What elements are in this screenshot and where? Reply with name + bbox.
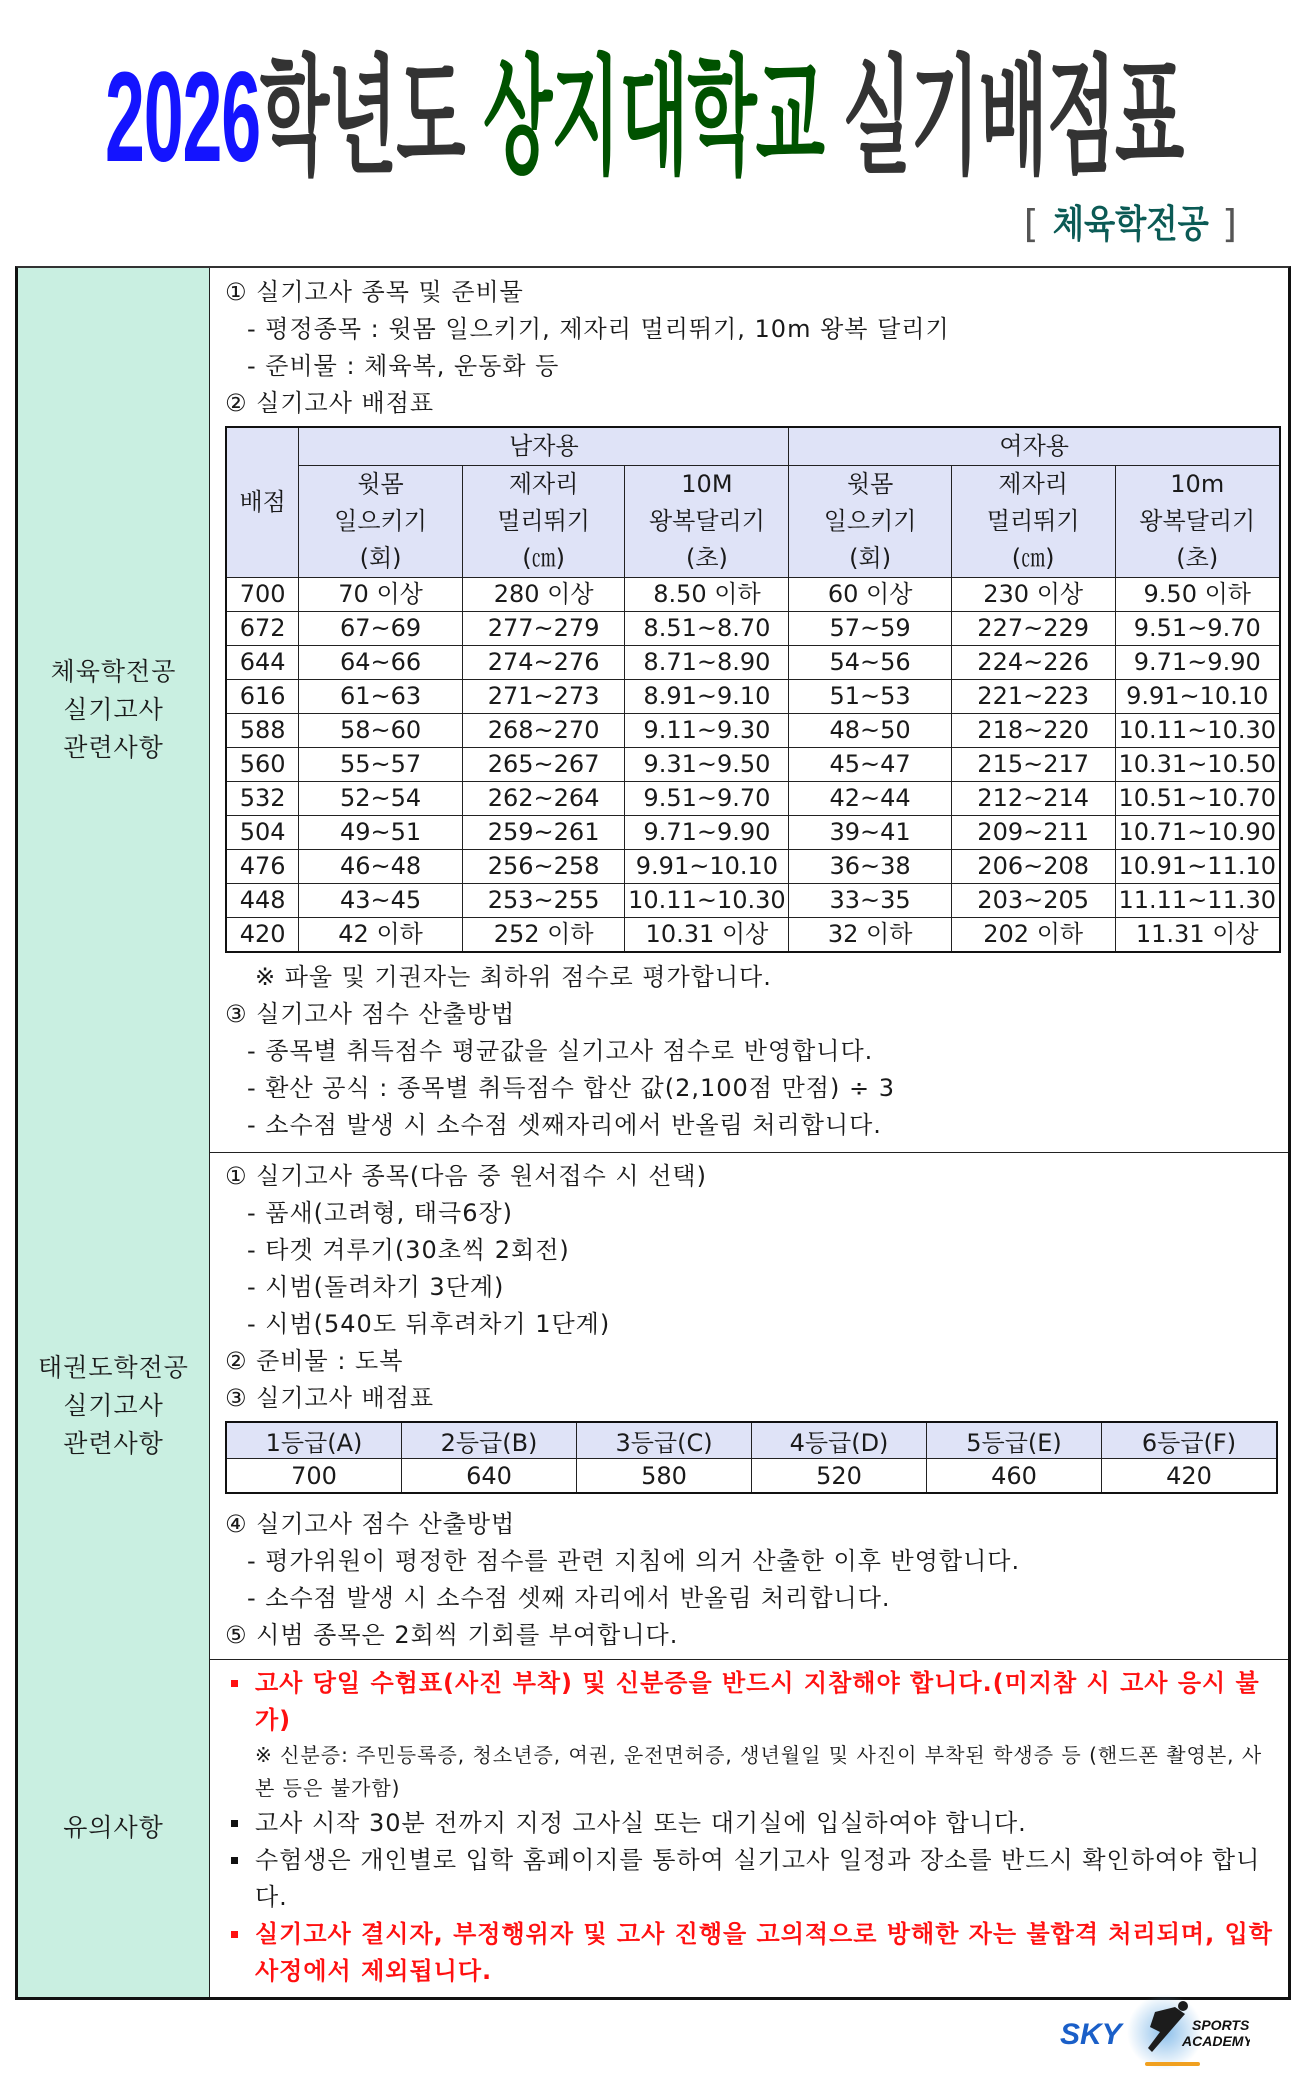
score-cell: 504 (226, 816, 299, 850)
table-row (226, 646, 1280, 680)
bullet-square-icon (231, 1680, 238, 1687)
svg-text:ACADEMY: ACADEMY (1182, 2033, 1250, 2049)
item-heading: ① 실기고사 종목 및 준비물 (225, 278, 524, 306)
criteria-cell: 32 이하 (789, 918, 951, 953)
header-line: (초) (685, 544, 728, 572)
criteria-cell: 212~214 (951, 782, 1115, 816)
criteria-cell: 70 이상 (299, 578, 462, 612)
runner-icon (1060, 1992, 1250, 2072)
subtitle-bracket-close: ] (1222, 202, 1237, 246)
criteria-cell: 230 이상 (951, 578, 1115, 612)
criteria-cell: 64~66 (299, 646, 462, 680)
criteria-cell: 271~273 (462, 680, 625, 714)
score-cell: 672 (226, 612, 299, 646)
table-row (226, 680, 1280, 714)
criteria-cell: 42~44 (789, 782, 951, 816)
criteria-cell: 8.91~9.10 (625, 680, 789, 714)
item-sub: - 시범(돌려차기 3단계) (247, 1273, 505, 1301)
item-sub: - 평가위원이 평정한 점수를 관련 지침에 의거 산출한 이후 반영합니다. (247, 1547, 1021, 1575)
header-line: 멀리뛰기 (986, 507, 1080, 535)
criteria-cell: 227~229 (951, 612, 1115, 646)
criteria-cell: 9.50 이하 (1115, 578, 1280, 612)
criteria-cell: 57~59 (789, 612, 951, 646)
header-line: 왕복달리기 (1139, 507, 1256, 535)
criteria-cell: 10.31~10.50 (1115, 748, 1280, 782)
label-line: 실기고사 (63, 695, 164, 724)
grade-score: 640 (402, 1459, 577, 1494)
grade-header: 3등급(C) (577, 1422, 752, 1459)
item-sub: - 품새(고려형, 태극6장) (247, 1199, 514, 1227)
criteria-cell: 9.71~9.90 (625, 816, 789, 850)
caution-bullet (225, 1842, 1274, 1916)
item-heading: ⑤ 시범 종목은 2회씩 기회를 부여합니다. (225, 1621, 679, 1649)
score-cell: 476 (226, 850, 299, 884)
item-heading: ② 실기고사 배점표 (225, 389, 435, 417)
criteria-cell: 10.71~10.90 (1115, 816, 1280, 850)
section-taekwondo-major (18, 1152, 1288, 1660)
label-line: 체육학전공 (50, 657, 177, 686)
criteria-cell: 49~51 (299, 816, 462, 850)
header-line: 왕복달리기 (648, 507, 765, 535)
criteria-cell: 256~258 (462, 850, 625, 884)
event-column-header (951, 466, 1115, 578)
table-row (226, 714, 1280, 748)
label-line: 관련사항 (63, 733, 164, 762)
item-sub: - 시범(540도 뒤후려차기 1단계) (247, 1310, 611, 1338)
item-sub: - 타겟 겨루기(30초씩 2회전) (247, 1236, 570, 1264)
criteria-cell: 10.11~10.30 (625, 884, 789, 918)
header-line: (㎝) (1011, 544, 1055, 572)
header-line: (회) (359, 544, 402, 572)
header-line: 일으키기 (823, 507, 917, 535)
grade-header: 6등급(F) (1102, 1422, 1278, 1459)
item-heading: ③ 실기고사 점수 산출방법 (225, 1000, 516, 1028)
label-line: 태권도학전공 (38, 1352, 189, 1382)
criteria-cell: 58~60 (299, 714, 462, 748)
criteria-cell: 45~47 (789, 748, 951, 782)
caution-text: 실기고사 결시자, 부정행위자 및 고사 진행을 고의적으로 방해한 자는 불합격 처리되며, 입학 사정에서 제외됩니다. (255, 1920, 1273, 1985)
event-column-header (625, 466, 789, 578)
header-line: (㎝) (522, 544, 565, 572)
grade-header: 4등급(D) (752, 1422, 927, 1459)
caution-text: 수험생은 개인별로 입학 홈페이지를 통하여 실기고사 일정과 장소를 반드시 확인하여야 합니다. (255, 1846, 1261, 1911)
label-line: 유의사항 (63, 1813, 164, 1842)
group-header-male: 남자용 (299, 427, 789, 466)
criteria-cell: 55~57 (299, 748, 462, 782)
criteria-cell: 67~69 (299, 612, 462, 646)
criteria-cell: 268~270 (462, 714, 625, 748)
grade-score: 520 (752, 1459, 927, 1494)
criteria-cell: 43~45 (299, 884, 462, 918)
bullet-square-icon (231, 1931, 238, 1938)
svg-text:SKY: SKY (1060, 2018, 1122, 2051)
subtitle-text: 체육학전공 (1052, 202, 1209, 246)
section-label (18, 268, 210, 1152)
grade-score: 700 (226, 1459, 402, 1494)
grade-header: 1등급(A) (226, 1422, 402, 1459)
criteria-cell: 265~267 (462, 748, 625, 782)
criteria-cell: 10.51~10.70 (1115, 782, 1280, 816)
caution-bullet (225, 1665, 1274, 1739)
page-subtitle (1024, 193, 1237, 248)
caution-bullet (225, 1805, 1274, 1842)
page-title (105, 48, 1245, 188)
score-cell: 588 (226, 714, 299, 748)
title-part2: 실기배점표 (823, 46, 1184, 189)
criteria-cell: 221~223 (951, 680, 1115, 714)
criteria-cell: 39~41 (789, 816, 951, 850)
caution-bullet (225, 1916, 1274, 1990)
score-cell: 448 (226, 884, 299, 918)
item-sub: - 종목별 취득점수 평균값을 실기고사 점수로 반영합니다. (247, 1037, 874, 1065)
grade-score: 460 (927, 1459, 1102, 1494)
item-heading: ④ 실기고사 점수 산출방법 (225, 1510, 516, 1538)
event-column-header (1115, 466, 1280, 578)
criteria-cell: 259~261 (462, 816, 625, 850)
caution-text: 고사 시작 30분 전까지 지정 고사실 또는 대기실에 입실하여야 합니다. (255, 1809, 1027, 1837)
grade-score: 420 (1102, 1459, 1278, 1494)
bullet-square-icon (231, 1820, 238, 1827)
grade-header: 2등급(B) (402, 1422, 577, 1459)
header-line: 10M (681, 470, 733, 498)
criteria-cell: 46~48 (299, 850, 462, 884)
grade-score: 580 (577, 1459, 752, 1494)
criteria-cell: 51~53 (789, 680, 951, 714)
section-content (211, 268, 1288, 1152)
score-cell: 644 (226, 646, 299, 680)
criteria-cell: 274~276 (462, 646, 625, 680)
sky-sports-academy-logo (1060, 1992, 1250, 2072)
criteria-cell: 60 이상 (789, 578, 951, 612)
header-line: 제자리 (508, 470, 579, 498)
grade-header: 5등급(E) (927, 1422, 1102, 1459)
criteria-cell: 42 이하 (299, 918, 462, 953)
bullet-square-icon (231, 1857, 238, 1864)
table-row (226, 918, 1280, 953)
info-frame (15, 266, 1291, 2000)
note-line: ※ 파울 및 기권자는 최하위 점수로 평가합니다. (255, 963, 772, 991)
subtitle-bracket-open: [ (1023, 202, 1039, 246)
criteria-cell: 10.11~10.30 (1115, 714, 1280, 748)
criteria-cell: 252 이하 (462, 918, 625, 953)
criteria-cell: 10.91~11.10 (1115, 850, 1280, 884)
caution-fine-note: ※ 신분증: 주민등록증, 청소년증, 여권, 운전면허증, 생년월일 및 사진이 부착된 학생증 등 (핸드폰 촬영본, 사본 등은 불가함) (255, 1743, 1263, 1800)
section-label (18, 1659, 210, 1997)
criteria-cell: 8.51~8.70 (625, 612, 789, 646)
criteria-cell: 9.91~10.10 (625, 850, 789, 884)
criteria-cell: 11.31 이상 (1115, 918, 1280, 953)
criteria-cell: 262~264 (462, 782, 625, 816)
criteria-cell: 54~56 (789, 646, 951, 680)
table-row (226, 884, 1280, 918)
criteria-cell: 8.71~8.90 (625, 646, 789, 680)
criteria-cell: 203~205 (951, 884, 1115, 918)
score-cell: 700 (226, 578, 299, 612)
criteria-cell: 9.31~9.50 (625, 748, 789, 782)
score-cell: 420 (226, 918, 299, 953)
criteria-cell: 202 이하 (951, 918, 1115, 953)
criteria-cell: 9.51~9.70 (1115, 612, 1280, 646)
score-cell: 532 (226, 782, 299, 816)
svg-text:SPORTS: SPORTS (1192, 2017, 1250, 2033)
item-sub: - 소수점 발생 시 소수점 셋째자리에서 반올림 처리합니다. (247, 1111, 882, 1139)
table-row (226, 578, 1280, 612)
criteria-cell: 277~279 (462, 612, 625, 646)
section-label (18, 1152, 210, 1659)
section-pe-major (18, 268, 1288, 1153)
title-university: 상지대학교 (483, 46, 824, 189)
score-table (225, 426, 1281, 953)
criteria-cell: 209~211 (951, 816, 1115, 850)
criteria-cell: 280 이상 (462, 578, 625, 612)
title-part1: 학년도 (259, 46, 484, 189)
caution-text: 고사 당일 수험표(사진 부착) 및 신분증을 반드시 지참해야 합니다.(미지참 시 고사 응시 불가) (255, 1669, 1260, 1734)
section-cautions (18, 1659, 1288, 1997)
criteria-cell: 8.50 이하 (625, 578, 789, 612)
item-sub: - 준비물 : 체육복, 운동화 등 (247, 352, 560, 380)
table-row (226, 850, 1280, 884)
criteria-cell: 33~35 (789, 884, 951, 918)
table-row (226, 782, 1280, 816)
criteria-cell: 10.31 이상 (625, 918, 789, 953)
label-line: 관련사항 (63, 1428, 164, 1458)
item-heading: ③ 실기고사 배점표 (225, 1384, 435, 1412)
table-row (226, 816, 1280, 850)
item-sub: - 소수점 발생 시 소수점 셋째 자리에서 반올림 처리합니다. (247, 1584, 891, 1612)
criteria-cell: 218~220 (951, 714, 1115, 748)
table-row (226, 748, 1280, 782)
criteria-cell: 253~255 (462, 884, 625, 918)
title-year: 2026 (105, 46, 260, 189)
criteria-cell: 9.11~9.30 (625, 714, 789, 748)
event-column-header (462, 466, 625, 578)
table-row (226, 612, 1280, 646)
header-line: (회) (849, 544, 892, 572)
item-sub: - 환산 공식 : 종목별 취득점수 합산 값(2,100점 만점) ÷ 3 (247, 1074, 895, 1102)
item-heading: ① 실기고사 종목(다음 중 원서접수 시 선택) (225, 1162, 707, 1190)
criteria-cell: 36~38 (789, 850, 951, 884)
criteria-cell: 61~63 (299, 680, 462, 714)
header-line: 멀리뛰기 (497, 507, 590, 535)
header-line: (초) (1176, 544, 1219, 572)
header-line: 윗몸 (357, 470, 404, 498)
header-line: 일으키기 (334, 507, 427, 535)
header-line: 윗몸 (846, 470, 894, 498)
item-heading: ② 준비물 : 도복 (225, 1347, 404, 1375)
grade-table (225, 1421, 1278, 1494)
header-line: 제자리 (998, 470, 1068, 498)
event-column-header (299, 466, 462, 578)
criteria-cell: 11.11~11.30 (1115, 884, 1280, 918)
section-content (211, 1152, 1288, 1659)
label-line: 실기고사 (63, 1390, 164, 1420)
group-header-female: 여자용 (789, 427, 1280, 466)
criteria-cell: 224~226 (951, 646, 1115, 680)
criteria-cell: 9.91~10.10 (1115, 680, 1280, 714)
score-cell: 616 (226, 680, 299, 714)
criteria-cell: 52~54 (299, 782, 462, 816)
criteria-cell: 48~50 (789, 714, 951, 748)
item-sub: - 평정종목 : 윗몸 일으키기, 제자리 멀리뛰기, 10m 왕복 달리기 (247, 315, 950, 343)
score-cell: 560 (226, 748, 299, 782)
event-column-header (789, 466, 951, 578)
criteria-cell: 9.51~9.70 (625, 782, 789, 816)
section-content (211, 1659, 1288, 1997)
score-column-header: 배점 (226, 427, 299, 578)
criteria-cell: 215~217 (951, 748, 1115, 782)
header-line: 10m (1170, 470, 1225, 498)
criteria-cell: 9.71~9.90 (1115, 646, 1280, 680)
criteria-cell: 206~208 (951, 850, 1115, 884)
